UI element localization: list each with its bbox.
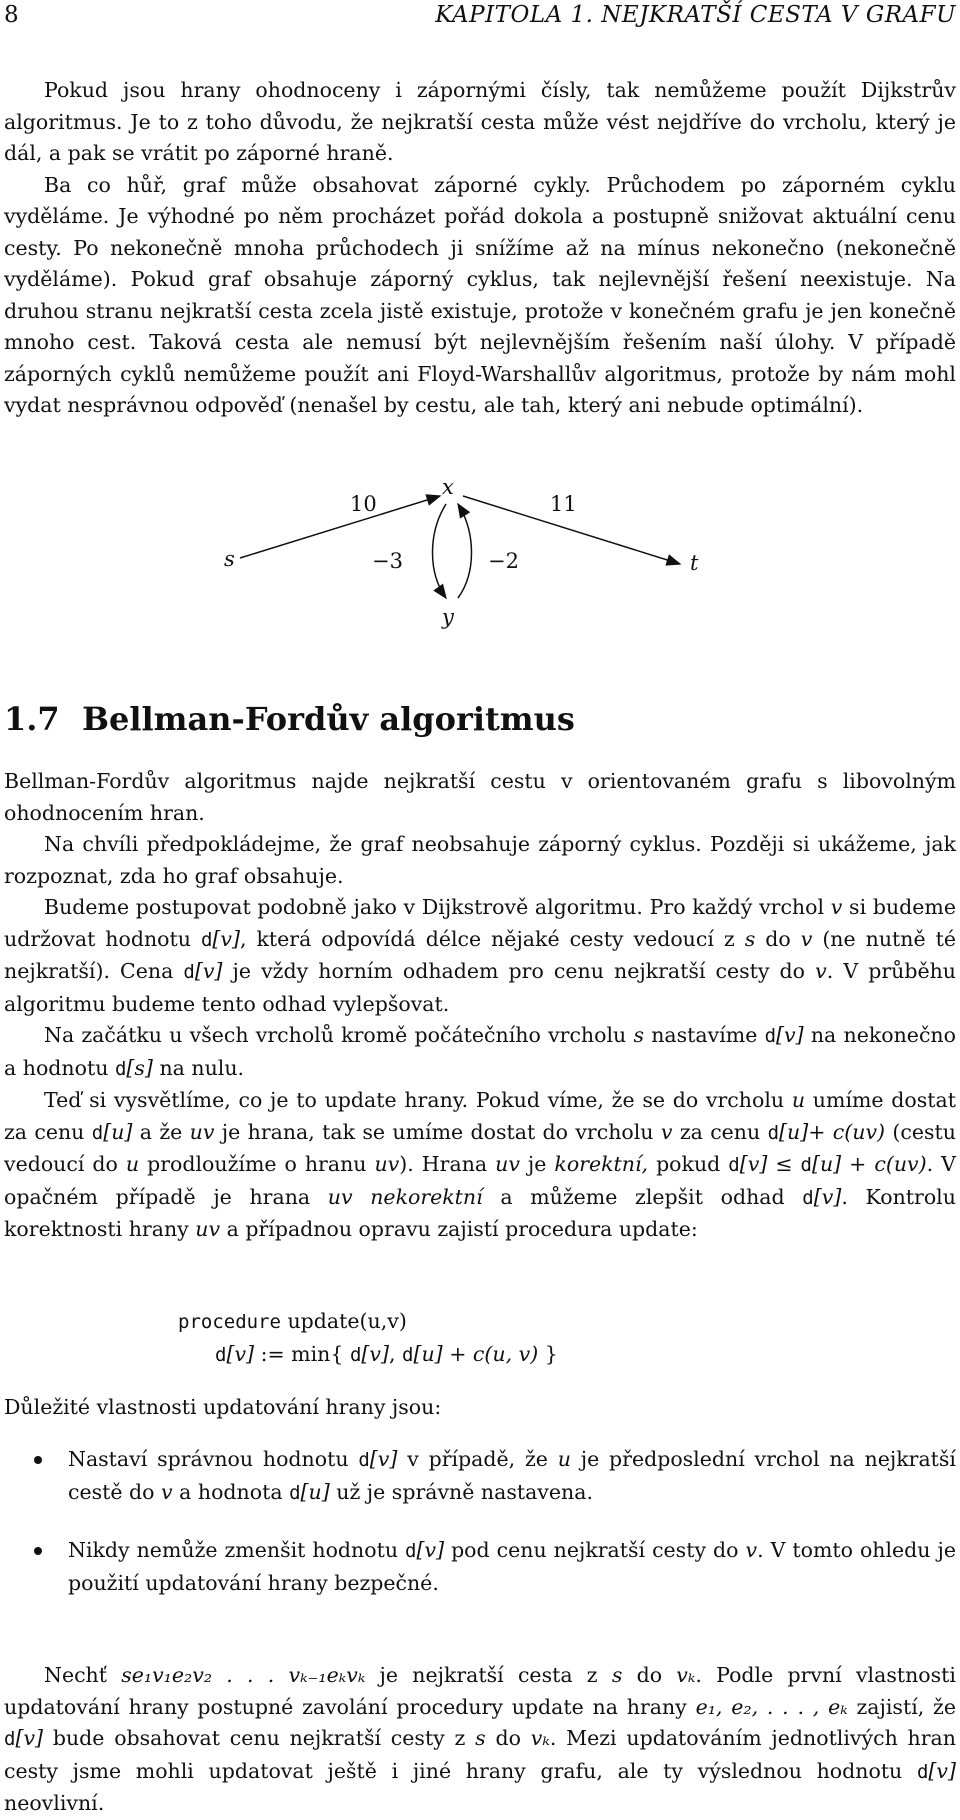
negative-cycle-graph bbox=[220, 478, 740, 638]
paragraph: Teď si vysvětlíme, co je to update hrany. Pokud víme, že se do vrcholu u umíme dostat za cenu d[u] a že uv je hrana, tak se umíme dostat do vrcholu v za cenu d[u]+ c(uv) (cestu vedoucí do u prodloužíme o hranu uv). Hrana uv je korektní, pokud d[v] ≤ d[u] + c(uv). V opačném případě je hrana uv nekorektní a můžeme zlepšit odhad d[v]. Kontrolu korektnosti hrany uv a případnou opravu zajistí procedura update: bbox=[4, 1088, 956, 1241]
section-heading bbox=[4, 700, 575, 738]
node-t: t bbox=[690, 551, 699, 575]
intro-text bbox=[4, 75, 956, 422]
running-head bbox=[4, 2, 956, 32]
properties-list bbox=[4, 1444, 956, 1625]
properties-intro: Důležité vlastnosti updatování hrany jsou: bbox=[4, 1395, 442, 1419]
page-number: 8 bbox=[4, 2, 19, 28]
node-s: s bbox=[224, 547, 235, 571]
paragraph: Na chvíli předpokládejme, že graf neobsahuje záporný cyklus. Později si ukážeme, jak rozpoznat, zda ho graf obsahuje. bbox=[4, 832, 956, 888]
chapter-title: KAPITOLA 1. NEJKRATŠÍ CESTA V GRAFU bbox=[435, 2, 956, 28]
edge-label-x-t: 11 bbox=[550, 492, 577, 516]
node-y: y bbox=[442, 605, 454, 629]
paragraph: Na začátku u všech vrcholů kromě počátečního vrcholu s nastavíme d[v] na nekonečno a hodnotu d[s] na nulu. bbox=[4, 1023, 956, 1080]
section-number: 1.7 bbox=[4, 700, 60, 738]
paragraph: Bellman-Fordův algoritmus najde nejkratší cestu v orientovaném grafu s libovolným ohodnocením hran. bbox=[4, 769, 956, 825]
edge-label-s-x: 10 bbox=[350, 492, 377, 516]
edge-s-x bbox=[240, 496, 440, 558]
edge-y-x bbox=[458, 504, 472, 598]
edge-x-y bbox=[433, 504, 447, 598]
edge-label-x-y: −3 bbox=[372, 549, 403, 573]
bullet-icon bbox=[34, 1456, 42, 1464]
closing-text bbox=[4, 1660, 956, 1820]
list-item: Nikdy nemůže zmenšit hodnotu d[v] pod cenu nejkratší cesty do v. V tomto ohledu je použití updatování hrany bezpečné. bbox=[4, 1535, 956, 1599]
paragraph: Budeme postupovat podobně jako v Dijkstrově algoritmu. Pro každý vrchol v si budeme udržovat hodnotu d[v], která odpovídá délce nějaké cesty vedoucí z s do v (ne nutně té nejkratší). Cena d[v] je vždy horním odhadem pro cenu nejkratší cesty do v. V průběhu algoritmu budeme tento odhad vylepšovat. bbox=[4, 895, 956, 1016]
node-x: x bbox=[442, 478, 454, 499]
bullet-icon bbox=[34, 1547, 42, 1555]
code-line-1: procedure update(u,v) bbox=[178, 1309, 407, 1333]
paragraph: Nechť se₁v₁e₂v₂ . . . vₖ₋₁eₖvₖ je nejkratší cesta z s do vₖ. Podle první vlastnosti updatování hrany postupné zavolání procedury update na hrany e₁, e₂, . . . , eₖ zajistí, že d[v] bude obsahovat cenu nejkratší cesty z s do vₖ. Mezi updatováním jednotlivých hran cesty jsme mohli updatovat ještě i jiné hrany grafu, ale ty výslednou hodnotu d[v] neovlivní. bbox=[4, 1663, 956, 1815]
section-text bbox=[4, 766, 956, 1246]
edge-label-y-x: −2 bbox=[488, 549, 519, 573]
list-item: Nastaví správnou hodnotu d[v] v případě, že u je předposlední vrchol na nejkratší cestě do v a hodnota d[u] už je správně nastavena. bbox=[4, 1444, 956, 1509]
paragraph: Ba co hůř, graf může obsahovat záporné cykly. Průchodem po záporném cyklu vyděláme. Je výhodné po něm procházet pořád dokola a postupně snižovat aktuální cenu cesty. Po nekonečně mnoha průchodech ji snížíme až na mínus nekonečno (nekonečně vyděláme). Pokud graf obsahuje záporný cyklus, tak nejlevnější řešení neexistuje. Na druhou stranu nejkratší cesta zcela jistě existuje, protože v konečném grafu je jen konečně mnoho cest. Taková cesta ale nemusí být nejlevnějším řešením naší úlohy. V případě záporných cyklů nemůžeme použít ani Floyd-Warshallův algoritmus, protože by nám mohl vydat nesprávnou odpověď (nenašel by cestu, ale tah, který ani nebude optimální). bbox=[4, 172, 956, 417]
paragraph: Pokud jsou hrany ohodnoceny i zápornými čísly, tak nemůžeme použít Dijkstrův algoritmus. Je to z toho důvodu, že nejkratší cesta může vést nejdříve do vrcholu, který je dál, a pak se vrátit po záporné hraně. bbox=[4, 78, 956, 165]
code-line-2: d[v] := min{ d[v], d[u] + c(u, v) } bbox=[215, 1342, 558, 1366]
section-title: Bellman-Fordův algoritmus bbox=[81, 700, 575, 738]
update-procedure bbox=[178, 1305, 558, 1371]
